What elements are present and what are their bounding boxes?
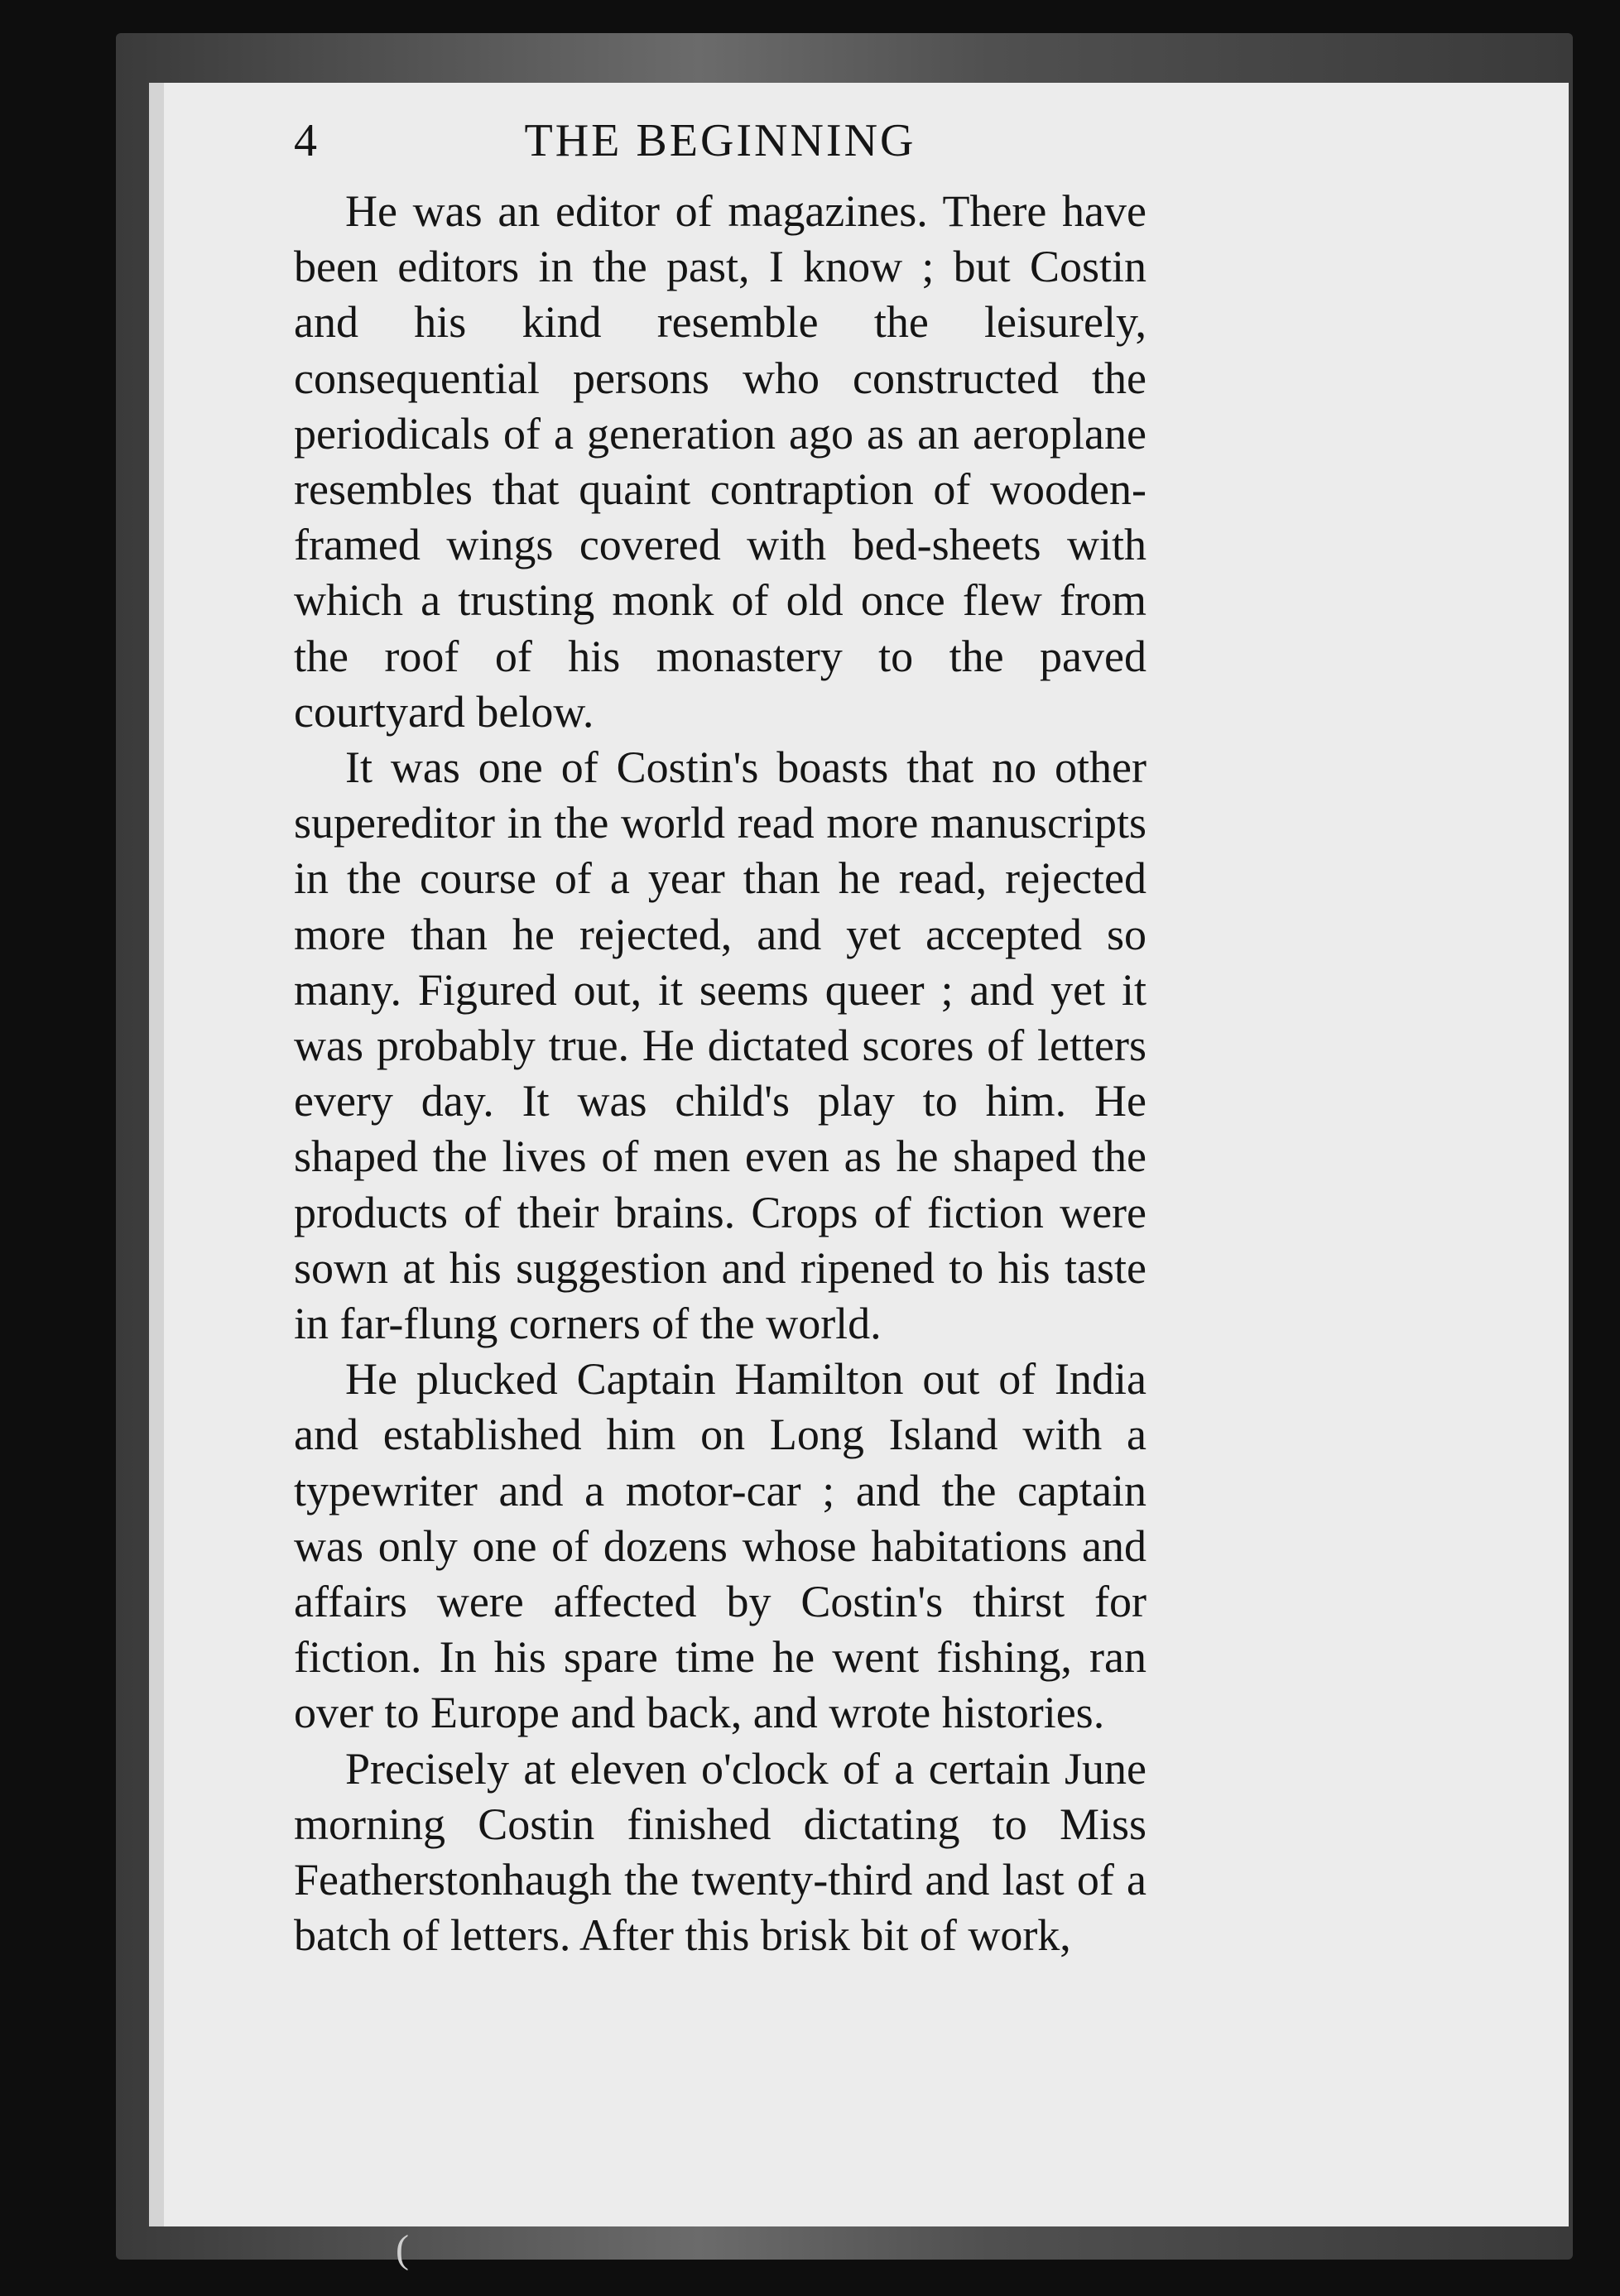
page-number: 4 (294, 115, 320, 166)
page-header (294, 114, 1146, 189)
paragraph: Precisely at eleven o'clock of a certain June morning Costin finished dictating to Miss Featherstonhaugh the twenty-third and last of a batch of letters. After this brisk bit of work, (294, 1743, 1146, 1961)
binding-mark: ( (396, 2227, 409, 2271)
paragraph: He plucked Captain Hamilton out of India and established him on Long Island with a typewriter and a motor-car ; and the captain was only one of dozens whose habitations and affairs were affected by Costin's thirst for fiction. In his spare time he went fishing, ran over to Europe and back, and wrote histories. (294, 1354, 1146, 1738)
body-text (294, 184, 1146, 1964)
paragraph: He was an editor of magazines. There have been editors in the past, I know ; but Costin and his kind resemble the leisurely, consequential persons who constructed the periodicals of a generation ago as an aeroplane resembles that quaint contraption of wooden-framed wings covered with bed-sheets with which a trusting monk of old once flew from the roof of his monastery to the paved courtyard below. (294, 186, 1146, 737)
running-title: THE BEGINNING (524, 115, 916, 166)
paragraph: It was one of Costin's boasts that no other supereditor in the world read more manuscripts in the course of a year than he read, rejected more than he rejected, and yet accepted so many. Figured out, it seems queer ; and yet it was probably true. He dictated scores of letters every day. It was child's play to him. He shaped the lives of men even as he shaped the products of their brains. Crops of fiction were sown at his suggestion and ripened to his taste in far-flung corners of the world. (294, 742, 1146, 1349)
